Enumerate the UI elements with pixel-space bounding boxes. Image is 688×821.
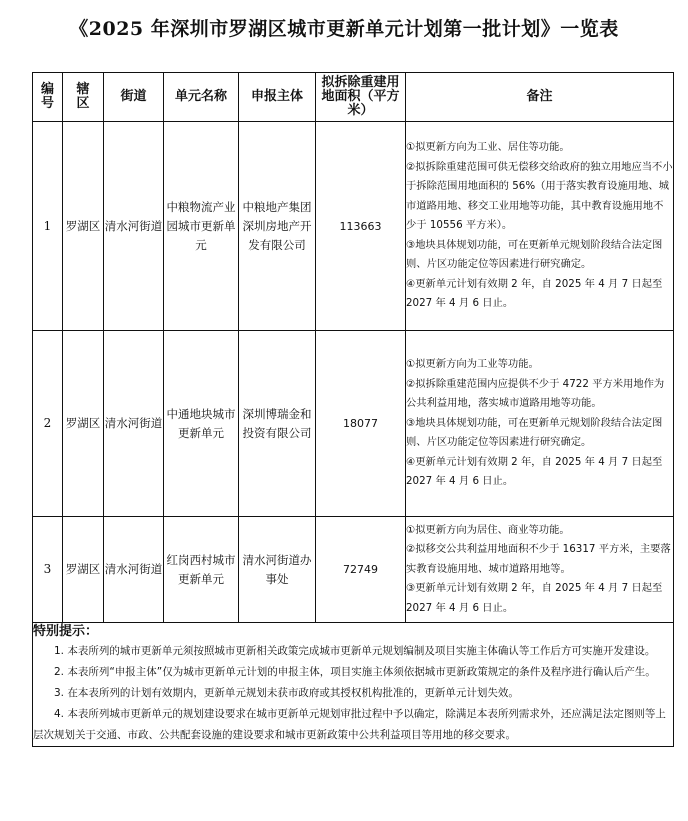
cell-district: 罗湖区 [63,122,104,331]
cell-street: 清水河街道 [104,122,164,331]
remark-item: ①拟更新方向为居住、商业等功能。 [406,523,570,536]
cell-applicant: 清水河街道办事处 [239,517,316,623]
special-notes [33,623,674,747]
remark-item: ②拟拆除重建范围可供无偿移交给政府的独立用地应当不小于拆除范围用地面积的 56%（用于落实教育设施用地、城市道路用地、移交工业用地等功能，其中教育设施用地不少于 10556 平方米）。 [406,160,673,232]
header-street: 街道 [104,73,164,122]
table-header-row [33,73,674,122]
remark-item: ④更新单元计划有效期 2 年，自 2025 年 4 月 7 日起至 2027 年 4 月 6 日止。 [406,455,663,488]
cell-applicant: 深圳博瑞金和投资有限公司 [239,331,316,517]
remark-item: ②拟拆除重建范围内应提供不少于 4722 平方米用地作为公共利益用地，落实城市道路用地等功能。 [406,377,665,410]
cell-number: 2 [33,331,63,517]
note-item: 2. 本表所列“申报主体”仅为城市更新单元计划的申报主体，项目实施主体须依据城市更新政策规定的条件及程序进行确认后产生。 [54,666,656,678]
header-applicant: 申报主体 [239,73,316,122]
header-number-line2: 号 [40,96,54,111]
cell-street: 清水河街道 [104,517,164,623]
table-row [33,122,674,331]
document-title: 《2025 年深圳市罗湖区城市更新单元计划第一批计划》一览表 [69,18,619,40]
cell-remarks [406,122,674,331]
cell-number: 1 [33,122,63,331]
table-row [33,331,674,517]
note-item: 4. 本表所列城市更新单元的规划建设要求在城市更新单元规划审批过程中予以确定，除满足本表所列需求外，还应满足法定图则等上层次规划关于交通、市政、公共配套设施的建设要求和城市更新政策中公共利益项目等用地的移交要求。 [33,708,666,741]
remark-item: ③更新单元计划有效期 2 年，自 2025 年 4 月 7 日起至 2027 年 4 月 6 日止。 [406,582,663,614]
cell-district: 罗湖区 [63,517,104,623]
cell-area: 113663 [316,122,406,331]
header-district-line1: 辖 [76,82,90,97]
note-item: 1. 本表所列的城市更新单元须按照城市更新相关政策完成城市更新单元规划编制及项目实施主体确认等工作后方可实施开发建设。 [54,645,656,657]
plan-table [32,72,674,747]
header-unit-name: 单元名称 [164,73,239,122]
remark-item: ④更新单元计划有效期 2 年，自 2025 年 4 月 7 日起至 2027 年 4 月 6 日止。 [406,277,663,310]
remark-item: ③地块具体规划功能，可在更新单元规划阶段结合法定图则、片区功能定位等因素进行研究确定。 [406,416,663,449]
header-district-line2: 区 [76,96,90,111]
remark-item: ②拟移交公共利益用地面积不少于 16317 平方米，主要落实教育设施用地、城市道路用地等。 [406,543,671,575]
header-remarks: 备注 [406,73,674,122]
cell-district: 罗湖区 [63,331,104,517]
notes-title: 特别提示： [33,624,99,639]
remark-item: ①拟更新方向为工业等功能。 [406,358,539,371]
cell-area: 18077 [316,331,406,517]
cell-remarks [406,331,674,517]
header-area: 拟拆除重建用地面积（平方米） [316,73,406,122]
cell-street: 清水河街道 [104,331,164,517]
remark-item: ③地块具体规划功能，可在更新单元规划阶段结合法定图则、片区功能定位等因素进行研究确定。 [406,238,663,271]
header-district [63,73,104,122]
cell-number: 3 [33,517,63,623]
header-number [33,73,63,122]
cell-unit-name: 红岗西村城市更新单元 [164,517,239,623]
cell-remarks [406,517,674,623]
cell-unit-name: 中通地块城市更新单元 [164,331,239,517]
note-item: 3. 在本表所列的计划有效期内，更新单元规划未获市政府或其授权机构批准的，更新单元计划失效。 [54,687,519,699]
notes-row [33,623,674,747]
remark-item: ①拟更新方向为工业、居住等功能。 [406,141,570,154]
cell-unit-name: 中粮物流产业园城市更新单元 [164,122,239,331]
header-number-line1: 编 [40,82,54,97]
table-row [33,517,674,623]
cell-area: 72749 [316,517,406,623]
cell-applicant: 中粮地产集团深圳房地产开发有限公司 [239,122,316,331]
